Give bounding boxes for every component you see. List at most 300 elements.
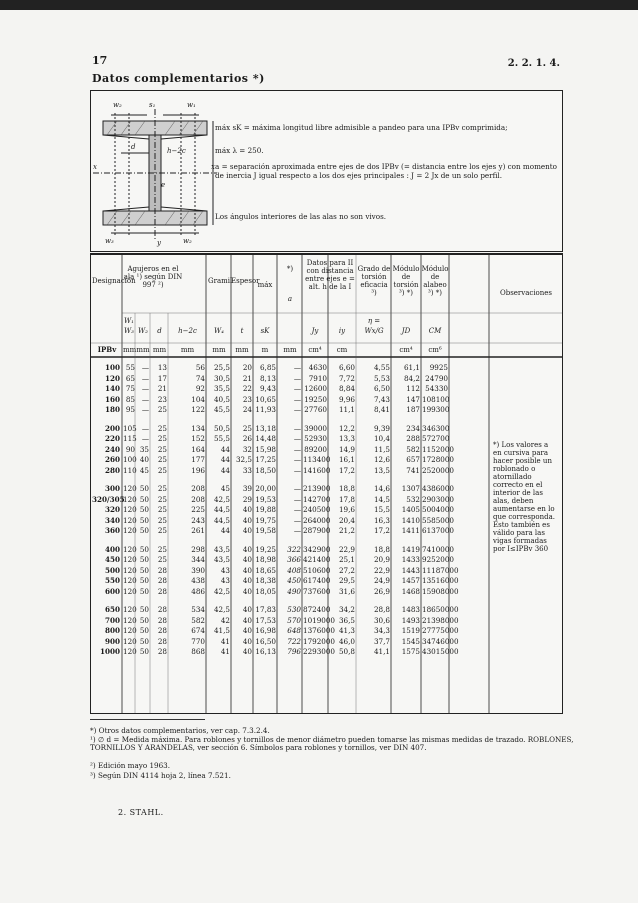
table-cell: 25 bbox=[157, 455, 167, 465]
table-cell: 50 bbox=[139, 586, 149, 596]
table-cell: 120 bbox=[123, 544, 137, 554]
table-cell: 9,96 bbox=[338, 394, 355, 404]
table-cell: 6,60 bbox=[338, 363, 355, 372]
table-cell: — bbox=[293, 465, 301, 475]
table-cell: 346300 bbox=[422, 423, 450, 433]
table-cell: 41,1 bbox=[373, 647, 390, 657]
table-cell: 122 bbox=[191, 405, 205, 415]
table-cell: 390 bbox=[191, 565, 205, 575]
table-cell: 582 bbox=[191, 615, 205, 625]
table-cell: 8,41 bbox=[373, 405, 390, 415]
table-cell: 40 bbox=[242, 626, 252, 636]
row-designation: 160 bbox=[104, 394, 120, 404]
table-cell: 50 bbox=[139, 565, 149, 575]
note-max-lambda: máx λ = 250. bbox=[215, 146, 264, 155]
col-header-gramil: Gramil bbox=[208, 277, 233, 285]
table-cell: 50 bbox=[139, 576, 149, 586]
table-cell: — bbox=[293, 455, 301, 465]
table-cell: 14,48 bbox=[255, 434, 276, 444]
table-cell: 17,2 bbox=[373, 526, 390, 536]
table-cell: 15,98 bbox=[255, 444, 276, 454]
row-designation: 360 bbox=[104, 526, 120, 536]
row-designation: 550 bbox=[104, 576, 120, 586]
table-cell: 34746000 bbox=[422, 636, 459, 646]
table-cell: 120 bbox=[123, 626, 137, 636]
table-cell: 35 bbox=[139, 444, 149, 454]
table-cell: 120 bbox=[123, 555, 137, 565]
table-cell: 120 bbox=[123, 565, 137, 575]
table-cell: — bbox=[293, 394, 301, 404]
table-cell: 110 bbox=[123, 465, 137, 475]
table-cell: 40 bbox=[242, 544, 252, 554]
table-cell: 868 bbox=[191, 647, 205, 657]
col-header-modulo-torsion: Módulo de torsión ³) *) bbox=[392, 265, 420, 297]
table-cell: 298 bbox=[191, 544, 205, 554]
table-cell: 342900 bbox=[303, 544, 331, 554]
table-cell: 112 bbox=[406, 384, 420, 394]
unit-jy: cm⁴ bbox=[308, 346, 322, 354]
table-cell: 43,5 bbox=[213, 555, 230, 565]
row-designation: 340 bbox=[104, 515, 120, 525]
table-cell: 8,84 bbox=[338, 384, 355, 394]
label-w1-top: w₁ bbox=[187, 101, 196, 109]
table-cell: 25,1 bbox=[338, 555, 355, 565]
table-cell: 92 bbox=[195, 384, 205, 394]
col-header-a: a bbox=[287, 295, 293, 303]
table-cell: — bbox=[141, 373, 149, 383]
row-designation: 280 bbox=[104, 465, 120, 475]
unit-iy: cm bbox=[336, 346, 348, 354]
table-cell: 10,4 bbox=[373, 434, 390, 444]
table-cell: — bbox=[293, 434, 301, 444]
col-header-espesor: Espesor bbox=[231, 277, 260, 285]
table-cell: 10,65 bbox=[255, 394, 276, 404]
table-cell: 164 bbox=[191, 444, 205, 454]
footnote-1: ¹) ∅ d = Medida máxima. Para roblones y tornillos de menor diámetro pueden tomarse las mismas medidas de trazado. ROBLONES, TORNILLOS Y ARANDELAS, ver sección 6. Símbolos para roblones y tornillos, ver DIN 407. bbox=[90, 735, 574, 753]
row-designation: 500 bbox=[104, 565, 120, 575]
row-designation: 320/305 bbox=[92, 494, 125, 504]
row-designation: 450 bbox=[104, 555, 120, 565]
table-cell: 61,1 bbox=[403, 363, 420, 372]
unit-sk: m bbox=[261, 346, 269, 354]
table-cell: 141600 bbox=[303, 465, 331, 475]
table-cell: 7410000 bbox=[422, 544, 455, 554]
table-cell: 28 bbox=[157, 636, 167, 646]
sym-sk: sK bbox=[260, 327, 270, 335]
table-cell: 45 bbox=[220, 484, 230, 493]
table-cell: 18,38 bbox=[255, 576, 276, 586]
table-cell: 16,13 bbox=[255, 647, 276, 657]
table-cell: 16,1 bbox=[338, 455, 355, 465]
table-cell: 50 bbox=[139, 605, 149, 614]
table-cell: 50,8 bbox=[338, 647, 355, 657]
table-cell: 120 bbox=[123, 636, 137, 646]
table-cell: 234 bbox=[406, 423, 420, 433]
table-cell: 28,8 bbox=[373, 605, 390, 614]
page-number: 17 bbox=[92, 54, 108, 67]
table-cell: 13 bbox=[157, 363, 167, 372]
table-cell: 13,18 bbox=[255, 423, 276, 433]
unit-ipbv: IPBv bbox=[97, 345, 117, 354]
table-cell: 19250 bbox=[304, 394, 327, 404]
table-cell: 50 bbox=[139, 647, 149, 657]
observation-note: *) Los valores a en cursiva para hacer posible un roblonado o atornillado correcto en el interior de las alas, deben aumentarse en lo que corresponda. Esto también es válido para las vigas formadas por I≤IPBv 360 bbox=[493, 441, 556, 553]
table-cell: 534 bbox=[191, 605, 205, 614]
table-cell: 147 bbox=[406, 394, 420, 404]
table-cell: 50 bbox=[139, 484, 149, 493]
table-cell: 50,5 bbox=[213, 423, 230, 433]
table-cell: 28 bbox=[157, 565, 167, 575]
table-cell: 43015000 bbox=[422, 647, 459, 657]
table-cell: 28 bbox=[157, 576, 167, 586]
table-cell: 18,50 bbox=[255, 465, 276, 475]
table-cell: 41 bbox=[220, 647, 230, 657]
table-cell: 8,13 bbox=[259, 373, 276, 383]
table-cell: 17,25 bbox=[255, 455, 276, 465]
table-cell: 1376000 bbox=[303, 626, 336, 636]
table-cell: 2903000 bbox=[422, 494, 455, 504]
table-cell: 741 bbox=[406, 465, 420, 475]
table-cell: 582 bbox=[406, 444, 420, 454]
table-cell: 1410 bbox=[401, 515, 420, 525]
table-cell: 17,8 bbox=[338, 494, 355, 504]
table-cell: 196 bbox=[191, 465, 205, 475]
table-cell: 15908000 bbox=[422, 586, 459, 596]
table-cell: 25 bbox=[157, 405, 167, 415]
table-cell: 41 bbox=[220, 636, 230, 646]
table-cell: 50 bbox=[139, 626, 149, 636]
table-cell: 40 bbox=[242, 615, 252, 625]
table-cell: — bbox=[141, 434, 149, 444]
table-cell: 648 bbox=[287, 626, 301, 636]
row-designation: 260 bbox=[104, 455, 120, 465]
row-designation: 220 bbox=[104, 434, 120, 444]
table-cell: 9252000 bbox=[422, 555, 455, 565]
table-cell: 12,2 bbox=[338, 423, 355, 433]
table-cell: 288 bbox=[406, 434, 420, 444]
table-cell: 7,72 bbox=[338, 373, 355, 383]
table-cell: 366 bbox=[287, 555, 301, 565]
table-cell: 17,53 bbox=[255, 615, 276, 625]
table-cell: 25 bbox=[157, 544, 167, 554]
table-cell: — bbox=[141, 384, 149, 394]
col-header-observaciones: Observaciones bbox=[499, 289, 553, 297]
table-cell: 12600 bbox=[304, 384, 327, 394]
unit-h2c: mm bbox=[180, 346, 195, 354]
table-cell: 45,5 bbox=[213, 405, 230, 415]
table-cell: 9,43 bbox=[259, 384, 276, 394]
table-cell: 1307 bbox=[401, 484, 420, 493]
table-cell: 32 bbox=[242, 444, 252, 454]
table-cell: 52930 bbox=[304, 434, 327, 444]
table-cell: 17,2 bbox=[338, 465, 355, 475]
table-cell: 199300 bbox=[422, 405, 450, 415]
table-cell: 530 bbox=[287, 605, 301, 614]
table-cell: 28 bbox=[157, 615, 167, 625]
table-cell: 15,5 bbox=[373, 505, 390, 515]
table-cell: 55 bbox=[125, 363, 135, 372]
row-designation: 180 bbox=[104, 405, 120, 415]
table-cell: 1483 bbox=[401, 605, 420, 614]
table-cell: 19,53 bbox=[255, 494, 276, 504]
table-cell: 261 bbox=[191, 526, 205, 536]
sym-t: t bbox=[240, 327, 244, 335]
table-cell: 1545 bbox=[401, 636, 420, 646]
table-cell: 42 bbox=[220, 615, 230, 625]
table-cell: 25 bbox=[157, 494, 167, 504]
table-cell: 89200 bbox=[304, 444, 327, 454]
table-cell: 18,8 bbox=[373, 544, 390, 554]
table-cell: 22,9 bbox=[373, 565, 390, 575]
table-cell: 177 bbox=[191, 455, 205, 465]
label-x-left: x bbox=[93, 163, 97, 171]
table-cell: 19,88 bbox=[255, 505, 276, 515]
table-cell: 1493 bbox=[401, 615, 420, 625]
table-cell: 20 bbox=[242, 363, 252, 372]
sym-w1: W₁ bbox=[123, 317, 134, 325]
table-cell: 18650000 bbox=[422, 605, 459, 614]
table-cell: 43 bbox=[220, 576, 230, 586]
table-cell: 31,6 bbox=[338, 586, 355, 596]
table-cell: 24,9 bbox=[373, 576, 390, 586]
row-designation: 300 bbox=[104, 484, 120, 493]
table-cell: 120 bbox=[123, 586, 137, 596]
table-cell: 872400 bbox=[303, 605, 331, 614]
table-cell: — bbox=[141, 394, 149, 404]
sym-h2c: h−2c bbox=[178, 327, 197, 335]
table-cell: 21 bbox=[157, 384, 167, 394]
table-cell: 84,2 bbox=[403, 373, 420, 383]
section-title: Datos complementarios *) bbox=[92, 72, 265, 85]
table-cell: 1519 bbox=[401, 626, 420, 636]
table-cell: 21398000 bbox=[422, 615, 459, 625]
table-cell: 120 bbox=[123, 647, 137, 657]
table-cell: 674 bbox=[191, 626, 205, 636]
table-cell: 14,9 bbox=[338, 444, 355, 454]
table-cell: 19,6 bbox=[338, 505, 355, 515]
sym-wx-g: Wx/G bbox=[364, 327, 384, 335]
table-cell: 532 bbox=[406, 494, 420, 504]
table-cell: 1443 bbox=[401, 565, 420, 575]
sym-cm: CM bbox=[428, 327, 442, 335]
table-cell: — bbox=[141, 405, 149, 415]
sym-w3: W₃ bbox=[123, 327, 134, 335]
table-cell: 25 bbox=[242, 423, 252, 433]
label-h2c: h−2c bbox=[167, 147, 186, 155]
table-cell: 657 bbox=[406, 455, 420, 465]
sym-d: d bbox=[157, 327, 162, 335]
table-cell: 421400 bbox=[303, 555, 331, 565]
table-cell: 4630 bbox=[308, 363, 327, 372]
table-cell: 22 bbox=[242, 384, 252, 394]
table-cell: 44,5 bbox=[213, 505, 230, 515]
table-cell: 23 bbox=[157, 394, 167, 404]
footnote-3: ³) Según DIN 4114 hoja 2, línea 7.521. bbox=[90, 771, 231, 780]
table-cell: 1411 bbox=[401, 526, 420, 536]
table-cell: — bbox=[141, 363, 149, 372]
table-cell: 737600 bbox=[303, 586, 331, 596]
row-designation: 140 bbox=[104, 384, 120, 394]
table-cell: 20,4 bbox=[338, 515, 355, 525]
table-cell: 796 bbox=[287, 647, 301, 657]
unit-a: mm bbox=[283, 346, 297, 354]
table-cell: 24790 bbox=[425, 373, 448, 383]
label-e: e bbox=[161, 181, 166, 189]
table-cell: 264000 bbox=[303, 515, 331, 525]
table-cell: 50 bbox=[139, 636, 149, 646]
table-cell: 19,58 bbox=[255, 526, 276, 536]
table-cell: — bbox=[293, 484, 301, 493]
unit-d: mm bbox=[152, 346, 167, 354]
table-cell: 11187000 bbox=[422, 565, 459, 575]
row-designation: 700 bbox=[104, 615, 120, 625]
table-cell: 120 bbox=[123, 605, 137, 614]
table-cell: 11,1 bbox=[338, 405, 355, 415]
table-cell: 44 bbox=[220, 455, 230, 465]
sym-jy: Jy bbox=[311, 327, 319, 335]
sym-w4: W₄ bbox=[213, 327, 224, 335]
table-cell: 152 bbox=[191, 434, 205, 444]
col-header-a-star: *) bbox=[286, 265, 294, 273]
table-cell: 16,3 bbox=[373, 515, 390, 525]
table-cell: 50 bbox=[139, 544, 149, 554]
table-cell: — bbox=[293, 384, 301, 394]
table-cell: 40 bbox=[242, 576, 252, 586]
table-cell: 6137000 bbox=[422, 526, 455, 536]
table-cell: 113400 bbox=[303, 455, 331, 465]
table-cell: 29 bbox=[242, 494, 252, 504]
table-cell: 29,5 bbox=[338, 576, 355, 586]
table-cell: 19,75 bbox=[255, 515, 276, 525]
table-cell: 213900 bbox=[303, 484, 331, 493]
table-cell: 7910 bbox=[308, 373, 327, 383]
table-cell: 4386000 bbox=[422, 484, 455, 493]
row-designation: 600 bbox=[104, 586, 120, 596]
table-cell: 208 bbox=[191, 494, 205, 504]
table-cell: — bbox=[293, 363, 301, 372]
table-cell: 39 bbox=[242, 484, 252, 493]
table-cell: 344 bbox=[191, 555, 205, 565]
row-designation: 320 bbox=[104, 505, 120, 515]
table-cell: 4,55 bbox=[373, 363, 390, 372]
table-cell: 120 bbox=[123, 505, 137, 515]
table-cell: 16,50 bbox=[255, 636, 276, 646]
table-cell: 40 bbox=[242, 515, 252, 525]
table-cell: 50 bbox=[139, 494, 149, 504]
table-cell: 33 bbox=[242, 465, 252, 475]
table-cell: 44 bbox=[220, 526, 230, 536]
table-cell: 11,5 bbox=[373, 444, 390, 454]
table-cell: 208 bbox=[191, 484, 205, 493]
table-cell: 28 bbox=[157, 626, 167, 636]
table-cell: 42,5 bbox=[213, 605, 230, 614]
table-cell: 23 bbox=[242, 394, 252, 404]
table-cell: 13,5 bbox=[373, 465, 390, 475]
table-cell: 95 bbox=[125, 405, 135, 415]
row-designation: 100 bbox=[104, 363, 120, 372]
table-cell: 18,65 bbox=[255, 565, 276, 575]
table-cell: 408 bbox=[287, 565, 301, 575]
table-cell: 40,5 bbox=[213, 394, 230, 404]
table-cell: 134 bbox=[191, 423, 205, 433]
table-cell: 32,5 bbox=[235, 455, 252, 465]
table-cell: 11,93 bbox=[255, 405, 276, 415]
table-cell: 187 bbox=[406, 405, 420, 415]
table-cell: 1419 bbox=[401, 544, 420, 554]
row-designation: 120 bbox=[104, 373, 120, 383]
table-cell: 25 bbox=[157, 526, 167, 536]
table-cell: 40 bbox=[242, 605, 252, 614]
table-cell: 6,85 bbox=[259, 363, 276, 372]
table-cell: 5004000 bbox=[422, 505, 455, 515]
table-cell: 100 bbox=[123, 455, 137, 465]
table-cell: 25 bbox=[157, 484, 167, 493]
table-cell: 37,7 bbox=[373, 636, 390, 646]
table-cell: 19,25 bbox=[255, 544, 276, 554]
table-cell: 5585000 bbox=[422, 515, 455, 525]
table-cell: 27760 bbox=[304, 405, 327, 415]
table-cell: 18,8 bbox=[338, 484, 355, 493]
table-cell: 74 bbox=[195, 373, 205, 383]
table-cell: 24 bbox=[242, 405, 252, 415]
table-cell: 115 bbox=[123, 434, 137, 444]
table-cell: 27775000 bbox=[422, 626, 459, 636]
table-cell: — bbox=[293, 526, 301, 536]
table-cell: 1457 bbox=[401, 576, 420, 586]
table-cell: 45 bbox=[139, 465, 149, 475]
table-cell: — bbox=[293, 494, 301, 504]
table-cell: 25 bbox=[157, 423, 167, 433]
col-header-agujeros: Agujeros en el ala ¹) según DIN 997 ²) bbox=[123, 265, 183, 289]
label-y: y bbox=[157, 239, 161, 247]
table-cell: 65 bbox=[125, 373, 135, 383]
table-cell: 243 bbox=[191, 515, 205, 525]
table-cell: 50 bbox=[139, 615, 149, 625]
table-cell: 722 bbox=[287, 636, 301, 646]
table-cell: 44 bbox=[220, 465, 230, 475]
table-cell: 104 bbox=[191, 394, 205, 404]
table-cell: 25 bbox=[157, 434, 167, 444]
table-cell: 1433 bbox=[401, 555, 420, 565]
page-footer: 2. STAHL. bbox=[118, 808, 164, 817]
table-cell: 20,00 bbox=[255, 484, 276, 493]
table-cell: 25 bbox=[157, 444, 167, 454]
table-cell: 16,98 bbox=[255, 626, 276, 636]
label-d: d bbox=[131, 143, 136, 151]
table-cell: 25 bbox=[157, 505, 167, 515]
table-cell: 50 bbox=[139, 555, 149, 565]
sym-eta: η = bbox=[367, 317, 381, 325]
unit-cm: cm⁶ bbox=[428, 346, 442, 354]
table-cell: 34,2 bbox=[338, 605, 355, 614]
table-cell: 1575 bbox=[401, 647, 420, 657]
table-cell: 20,9 bbox=[373, 555, 390, 565]
table-cell: 18,05 bbox=[255, 586, 276, 596]
table-cell: 42,5 bbox=[213, 586, 230, 596]
table-cell: 13,3 bbox=[338, 434, 355, 444]
table-cell: 46,0 bbox=[338, 636, 355, 646]
table-cell: 120 bbox=[123, 515, 137, 525]
table-cell: 570 bbox=[287, 615, 301, 625]
table-cell: 50 bbox=[139, 505, 149, 515]
table-cell: 40 bbox=[242, 636, 252, 646]
table-cell: 14,6 bbox=[373, 484, 390, 493]
table-cell: 108100 bbox=[422, 394, 450, 404]
table-cell: 486 bbox=[191, 586, 205, 596]
table-cell: 54330 bbox=[425, 384, 448, 394]
table-cell: 25 bbox=[157, 515, 167, 525]
table-cell: 40 bbox=[242, 647, 252, 657]
